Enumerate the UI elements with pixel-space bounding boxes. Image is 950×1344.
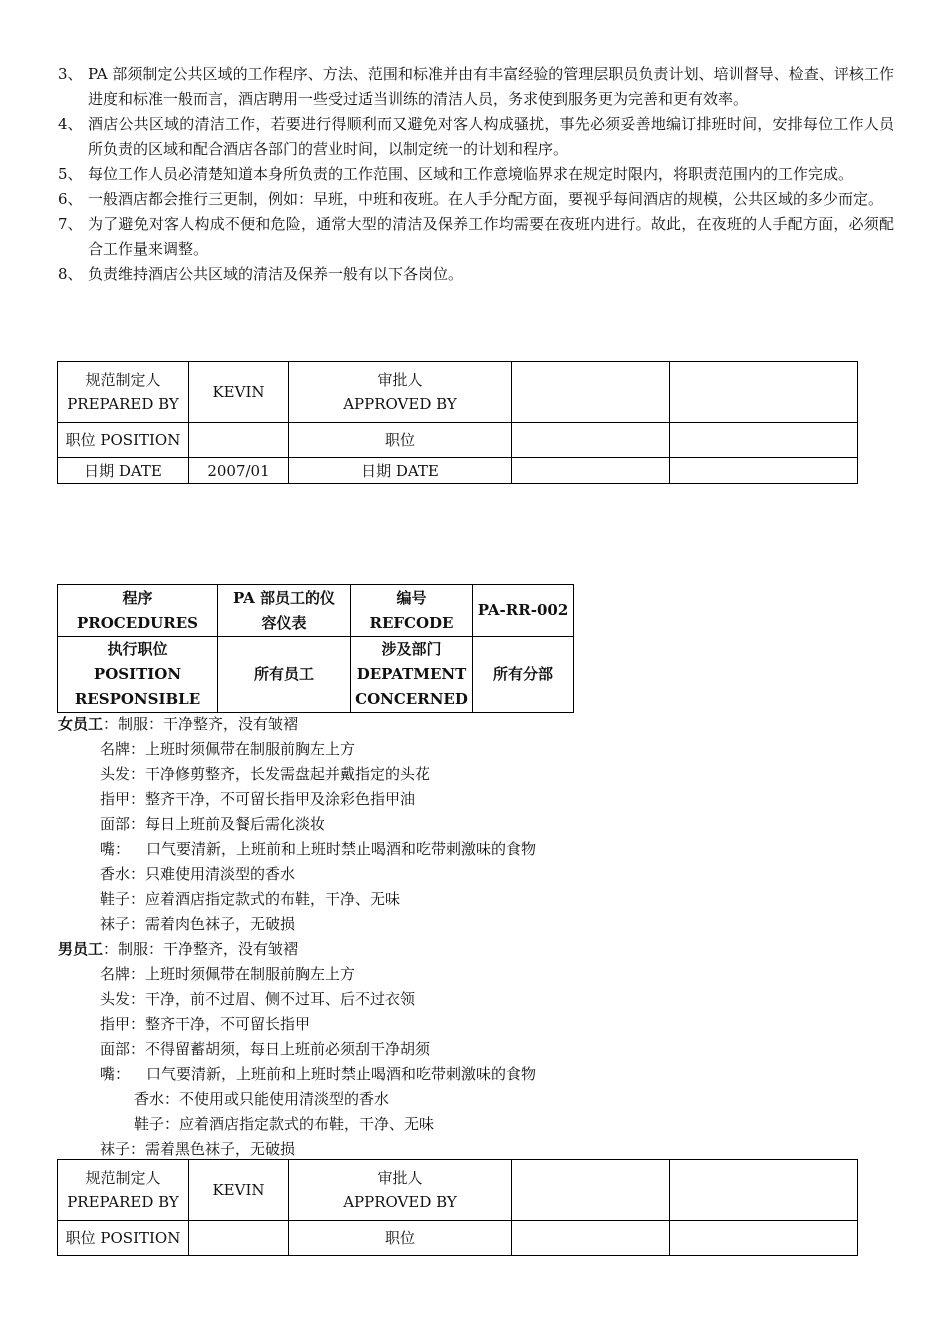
grooming-standards [58,712,858,1162]
date-label-2: 日期 DATE [289,458,512,484]
position-label: 职位 POSITION [58,423,189,458]
male-socks: 袜子：需着黑色袜子，无破损 [100,1140,296,1158]
table-row [58,362,858,423]
table-row [58,1221,858,1256]
list-item: 5、 每位工作人员必清楚知道本身所负责的工作范围、区域和工作意境临界求在规定时限内，将职责范围内的工作完成。 [58,165,854,183]
table-row [58,423,858,458]
position-responsible-value: 所有员工 [218,637,351,713]
male-name-tag: 名牌：上班时须佩带在制服前胸左上方 [100,965,356,983]
female-name-tag: 名牌：上班时须佩带在制服前胸左上方 [100,740,356,758]
male-uniform-line: 男员工：制服：干净整齐，没有皱褶 [58,940,299,958]
blank-cell [670,362,858,423]
table-row [58,458,858,484]
table-row [58,1160,858,1221]
refcode-value: PA-RR-002 [473,585,574,637]
blank-cell [512,423,670,458]
blank-cell [670,1221,858,1256]
position-responsible-label: 执行职位 POSITION RESPONSIBLE [58,637,218,713]
table-row [58,585,574,637]
position-value [189,423,289,458]
list-item: 4、 酒店公共区域的清洁工作，若要进行得顺利而又避免对客人构成骚扰，事先必须妥善地编订排班时间，安排每位工作人员所负责的区域和配合酒店各部门的营业时间，以制定统一的计划和程序。 [58,115,894,158]
department-concerned-label: 涉及部门 DEPATMENT CONCERNED [351,637,473,713]
female-hair: 头发：干净修剪整齐，长发需盘起并戴指定的头花 [100,765,431,783]
female-mouth: 嘴： 口气要清新，上班前和上班时禁止喝酒和吃带刺激味的食物 [100,840,537,858]
blank-cell [670,458,858,484]
procedure-header-table [57,584,574,713]
female-socks: 袜子：需着肉色袜子，无破损 [100,915,296,933]
female-uniform-line: 女员工：制服：干净整齐，没有皱褶 [58,715,299,733]
date-value: 2007/01 [189,458,289,484]
position-label-2: 职位 [289,1221,512,1256]
male-perfume: 香水：不使用或只能使用清淡型的香水 [134,1090,390,1108]
prepared-by-label: 规范制定人 PREPARED BY [58,362,189,423]
numbered-list [58,62,894,287]
list-item: 3、 PA 部须制定公共区域的工作程序、方法、范围和标准并由有丰富经验的管理层职员负责计划、培训督导、检查、评核工作进度和标准一般而言，酒店聘用一些受过适当训练的清洁人员，务求使到服务更为完善和更有效率。 [58,65,894,108]
blank-cell [512,1221,670,1256]
female-nails: 指甲：整齐干净，不可留长指甲及涂彩色指甲油 [100,790,416,808]
position-label: 职位 POSITION [58,1221,189,1256]
female-face: 面部：每日上班前及餐后需化淡妆 [100,815,326,833]
approved-by-label: 审批人 APPROVED BY [289,362,512,423]
approved-by-label: 审批人 APPROVED BY [289,1160,512,1221]
male-face: 面部：不得留蓄胡须，每日上班前必须刮干净胡须 [100,1040,431,1058]
male-header: 男员工 [58,940,104,958]
procedure-title: PA 部员工的仪 容仪表 [218,585,351,637]
list-item: 7、 为了避免对客人构成不便和危险，通常大型的清洁及保养工作均需要在夜班内进行。故此，在夜班的人手配方面，必须配合工作量来调整。 [58,215,894,258]
blank-cell [670,423,858,458]
blank-cell [512,1160,670,1221]
prepared-by-value: KEVIN [189,362,289,423]
procedures-label: 程序 PROCEDURES [58,585,218,637]
male-shoes: 鞋子：应着酒店指定款式的布鞋，干净、无味 [134,1115,435,1133]
male-hair: 头发：干净，前不过眉、侧不过耳、后不过衣领 [100,990,416,1008]
position-label-2: 职位 [289,423,512,458]
signature-table-2 [57,1159,858,1256]
date-label: 日期 DATE [58,458,189,484]
prepared-by-value: KEVIN [189,1160,289,1221]
signature-table-1 [57,361,858,484]
department-concerned-value: 所有分部 [473,637,574,713]
blank-cell [670,1160,858,1221]
female-header: 女员工 [58,715,104,733]
position-value [189,1221,289,1256]
table-row [58,637,574,713]
female-perfume: 香水：只难使用清淡型的香水 [100,865,296,883]
list-item: 8、 负责维持酒店公共区域的清洁及保养一般有以下各岗位。 [58,265,464,283]
female-shoes: 鞋子：应着酒店指定款式的布鞋，干净、无味 [100,890,401,908]
blank-cell [512,362,670,423]
list-item: 6、 一般酒店都会推行三更制，例如：早班，中班和夜班。在人手分配方面，要视乎每间酒店的规模，公共区域的多少而定。 [58,190,884,208]
blank-cell [512,458,670,484]
refcode-label: 编号 REFCODE [351,585,473,637]
prepared-by-label: 规范制定人 PREPARED BY [58,1160,189,1221]
male-mouth: 嘴： 口气要清新，上班前和上班时禁止喝酒和吃带刺激味的食物 [100,1065,537,1083]
male-nails: 指甲：整齐干净，不可留长指甲 [100,1015,311,1033]
